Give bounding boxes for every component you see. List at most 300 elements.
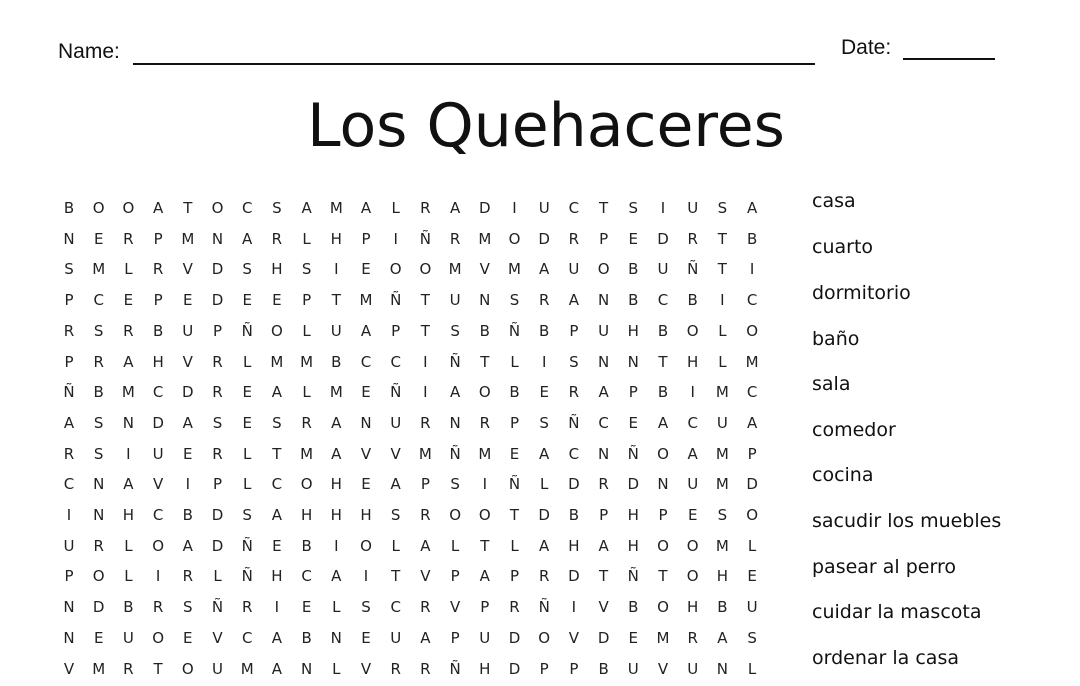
grid-letter: H: [568, 536, 580, 555]
grid-letter: V: [568, 628, 580, 647]
grid-letter: U: [687, 199, 699, 217]
grid-letter: I: [155, 567, 161, 586]
grid-letter: U: [390, 413, 402, 432]
grid-letter: D: [508, 628, 521, 647]
grid-letter: I: [126, 444, 131, 463]
grid-letter: M: [478, 229, 492, 248]
grid-letter: A: [271, 659, 283, 678]
grid-letter: Ñ: [390, 383, 402, 402]
grid-letter: H: [627, 506, 639, 524]
grid-letter: N: [657, 475, 669, 494]
grid-letter: A: [390, 475, 401, 494]
grid-letter: N: [63, 628, 75, 647]
grid-letter: M: [300, 444, 314, 463]
grid-letter: R: [212, 352, 223, 371]
grid-letter: O: [508, 229, 521, 248]
grid-letter: R: [687, 628, 698, 647]
grid-letter: Ñ: [449, 659, 461, 678]
grid-letter: E: [628, 413, 639, 432]
grid-letter: O: [478, 383, 491, 402]
grid-letter: O: [181, 659, 194, 678]
grid-letter: P: [302, 291, 312, 310]
grid-letter: I: [660, 199, 666, 217]
grid-letter: O: [657, 444, 669, 463]
grid-letter: H: [687, 598, 699, 617]
grid-letter: B: [628, 260, 639, 279]
word-list-item: ordenar la casa: [812, 647, 959, 669]
grid-letter: N: [360, 413, 372, 432]
grid-letter: L: [510, 536, 519, 555]
grid-letter: N: [716, 659, 728, 678]
grid-letter: D: [211, 536, 224, 555]
grid-letter: R: [212, 444, 223, 463]
grid-letter: L: [391, 536, 400, 555]
grid-letter: A: [568, 291, 580, 310]
word-list-item: dormitorio: [812, 282, 911, 304]
grid-letter: V: [182, 352, 193, 371]
grid-letter: C: [241, 628, 253, 647]
grid-letter: R: [63, 321, 75, 340]
grid-letter: S: [628, 199, 639, 217]
grid-letter: C: [598, 413, 609, 432]
grid-letter: A: [331, 567, 342, 586]
grid-letter: T: [509, 506, 520, 524]
word-list-item: cocina: [812, 464, 874, 486]
grid-letter: R: [420, 659, 431, 678]
grid-letter: L: [718, 352, 727, 371]
grid-letter: H: [627, 321, 639, 340]
grid-letter: V: [152, 475, 164, 494]
grid-letter: D: [568, 567, 580, 586]
grid-letter: A: [271, 506, 283, 524]
grid-letter: B: [717, 598, 728, 617]
grid-letter: T: [717, 229, 727, 248]
grid-letter: S: [183, 598, 193, 617]
grid-letter: O: [270, 321, 283, 340]
grid-letter: O: [92, 567, 105, 586]
grid-letter: C: [746, 383, 758, 402]
grid-letter: A: [331, 444, 342, 463]
grid-letter: L: [124, 536, 133, 555]
grid-letter: U: [479, 628, 491, 647]
grid-letter: B: [539, 321, 550, 340]
grid-letter: I: [512, 199, 517, 217]
grid-letter: A: [746, 413, 758, 432]
grid-letter: R: [538, 567, 550, 586]
grid-letter: R: [420, 598, 431, 617]
grid-letter: L: [302, 321, 311, 340]
grid-letter: P: [450, 567, 460, 586]
grid-letter: I: [334, 260, 339, 279]
word-list-item: sacudir los muebles: [812, 510, 1002, 532]
grid-letter: D: [597, 628, 610, 647]
grid-letter: S: [242, 260, 252, 279]
grid-letter: R: [687, 229, 698, 248]
grid-letter: B: [509, 383, 520, 402]
word-list-item: pasear al perro: [812, 556, 956, 578]
grid-letter: A: [123, 475, 134, 494]
grid-letter: R: [241, 598, 253, 617]
grid-letter: T: [391, 567, 401, 586]
grid-letter: I: [393, 229, 398, 248]
grid-letter: U: [212, 659, 223, 678]
grid-letter: M: [92, 659, 106, 678]
grid-letter: S: [450, 321, 460, 340]
grid-letter: C: [360, 352, 372, 371]
grid-letter: P: [509, 413, 520, 432]
grid-letter: B: [331, 352, 342, 371]
grid-letter: O: [686, 567, 699, 586]
grid-letter: V: [182, 260, 193, 279]
grid-letter: Ñ: [508, 475, 521, 494]
grid-letter: P: [628, 383, 638, 402]
grid-letter: H: [271, 260, 283, 279]
grid-letter: N: [63, 229, 75, 248]
grid-letter: Ñ: [687, 260, 699, 279]
grid-letter: I: [185, 475, 191, 494]
grid-letter: Ñ: [241, 536, 253, 555]
grid-letter: C: [152, 506, 164, 524]
grid-letter: I: [274, 598, 280, 617]
grid-letter: H: [627, 536, 639, 555]
grid-letter: P: [569, 321, 579, 340]
grid-letter: I: [571, 598, 577, 617]
grid-letter: S: [717, 199, 728, 217]
grid-letter: D: [627, 475, 640, 494]
grid-letter: P: [64, 352, 74, 371]
grid-letter: A: [746, 199, 758, 217]
grid-letter: B: [152, 321, 164, 340]
grid-letter: Ñ: [627, 567, 639, 586]
grid-letter: U: [627, 659, 639, 678]
grid-letter: U: [330, 321, 342, 340]
grid-letter: L: [540, 475, 549, 494]
grid-letter: R: [568, 229, 580, 248]
grid-letter: R: [212, 383, 223, 402]
grid-letter: I: [541, 352, 547, 371]
grid-letter: D: [508, 659, 521, 678]
grid-letter: D: [479, 199, 491, 217]
grid-letter: L: [510, 352, 519, 371]
grid-letter: I: [482, 475, 488, 494]
grid-letter: P: [480, 598, 490, 617]
grid-letter: O: [478, 506, 491, 524]
grid-letter: V: [360, 444, 372, 463]
grid-letter: A: [152, 199, 164, 217]
grid-letter: A: [360, 199, 372, 217]
word-list-item: cuarto: [812, 236, 874, 258]
grid-letter: S: [450, 475, 460, 494]
grid-letter: D: [538, 506, 550, 524]
grid-letter: E: [361, 475, 371, 494]
word-list-item: casa: [812, 190, 856, 212]
grid-letter: O: [686, 536, 699, 555]
grid-letter: N: [63, 598, 75, 617]
grid-letter: B: [182, 506, 193, 524]
grid-letter: A: [123, 352, 134, 371]
grid-letter: D: [211, 260, 224, 279]
grid-letter: E: [361, 383, 371, 402]
grid-letter: I: [690, 383, 695, 402]
grid-letter: O: [152, 628, 164, 647]
grid-letter: O: [449, 506, 461, 524]
grid-letter: Ñ: [568, 413, 580, 432]
grid-letter: E: [242, 383, 252, 402]
grid-letter: E: [93, 229, 104, 248]
grid-letter: H: [152, 352, 164, 371]
grid-letter: T: [480, 536, 490, 555]
grid-letter: O: [746, 321, 758, 340]
grid-letter: P: [64, 567, 74, 586]
grid-letter: Ñ: [627, 444, 639, 463]
grid-letter: H: [330, 506, 342, 524]
grid-letter: A: [717, 628, 728, 647]
grid-letter: V: [360, 659, 372, 678]
grid-letter: O: [92, 199, 105, 217]
grid-letter: M: [715, 475, 729, 494]
grid-letter: R: [93, 352, 104, 371]
grid-letter: E: [242, 413, 252, 432]
grid-letter: R: [301, 413, 312, 432]
grid-letter: R: [271, 229, 283, 248]
grid-letter: U: [598, 321, 610, 340]
grid-letter: R: [152, 260, 164, 279]
grid-letter: R: [420, 506, 431, 524]
grid-letter: E: [747, 567, 757, 586]
grid-letter: S: [212, 413, 223, 432]
grid-letter: N: [93, 475, 105, 494]
grid-letter: O: [211, 199, 224, 217]
grid-letter: Ñ: [63, 383, 75, 402]
grid-letter: S: [539, 413, 549, 432]
grid-letter: T: [599, 567, 609, 586]
grid-letter: O: [657, 536, 669, 555]
grid-letter: R: [63, 444, 75, 463]
grid-letter: D: [152, 413, 164, 432]
grid-letter: R: [420, 199, 431, 217]
grid-letter: U: [687, 659, 699, 678]
grid-letter: P: [153, 229, 163, 248]
grid-letter: P: [212, 475, 223, 494]
grid-letter: L: [124, 567, 133, 586]
grid-letter: Ñ: [449, 444, 461, 463]
grid-letter: U: [746, 598, 758, 617]
name-field-line[interactable]: [133, 63, 815, 65]
grid-letter: O: [419, 260, 432, 279]
grid-letter: I: [334, 536, 339, 555]
grid-letter: C: [390, 352, 401, 371]
grid-letter: M: [329, 199, 343, 217]
grid-letter: M: [656, 628, 670, 647]
grid-letter: Ñ: [211, 598, 224, 617]
grid-letter: M: [715, 444, 729, 463]
grid-letter: U: [449, 291, 461, 310]
grid-letter: A: [301, 199, 312, 217]
grid-letter: R: [420, 413, 431, 432]
grid-letter: C: [568, 444, 580, 463]
grid-letter: P: [747, 444, 757, 463]
grid-letter: V: [449, 598, 461, 617]
grid-letter: A: [598, 383, 609, 402]
grid-letter: A: [479, 567, 490, 586]
grid-letter: O: [538, 628, 551, 647]
grid-letter: A: [331, 413, 342, 432]
grid-letter: R: [152, 598, 164, 617]
grid-letter: S: [747, 628, 757, 647]
grid-letter: N: [211, 229, 224, 248]
grid-letter: L: [213, 567, 222, 586]
grid-letter: D: [568, 475, 580, 494]
grid-letter: R: [509, 598, 520, 617]
grid-letter: M: [745, 352, 759, 371]
grid-letter: T: [331, 291, 341, 310]
grid-letter: D: [211, 506, 224, 524]
grid-letter: C: [568, 199, 580, 217]
grid-letter: B: [598, 659, 609, 678]
grid-letter: D: [92, 598, 105, 617]
grid-letter: P: [153, 291, 163, 310]
grid-letter: P: [391, 321, 401, 340]
grid-letter: A: [539, 444, 550, 463]
grid-letter: S: [242, 506, 252, 524]
grid-letter: L: [332, 598, 341, 617]
grid-letter: P: [420, 475, 430, 494]
grid-letter: U: [63, 536, 75, 555]
grid-letter: B: [301, 536, 312, 555]
grid-letter: B: [93, 383, 104, 402]
grid-letter: M: [92, 260, 106, 279]
grid-letter: C: [746, 291, 758, 310]
grid-letter: R: [390, 659, 401, 678]
grid-letter: E: [183, 628, 193, 647]
grid-letter: L: [332, 659, 341, 678]
grid-letter: L: [243, 444, 252, 463]
grid-letter: C: [390, 598, 401, 617]
grid-letter: M: [300, 352, 314, 371]
grid-letter: B: [63, 199, 75, 217]
grid-letter: S: [64, 260, 74, 279]
grid-letter: N: [449, 413, 461, 432]
grid-letter: A: [182, 536, 193, 555]
grid-letter: M: [715, 536, 729, 555]
grid-letter: Ñ: [508, 321, 521, 340]
grid-letter: V: [420, 567, 431, 586]
grid-letter: R: [479, 413, 491, 432]
grid-letter: E: [183, 444, 193, 463]
grid-letter: E: [628, 628, 639, 647]
grid-letter: L: [747, 536, 757, 555]
grid-letter: T: [153, 659, 163, 678]
grid-letter: I: [363, 567, 369, 586]
grid-letter: A: [687, 444, 698, 463]
grid-letter: A: [449, 383, 461, 402]
grid-letter: A: [63, 413, 75, 432]
grid-letter: C: [657, 291, 669, 310]
grid-letter: S: [509, 291, 520, 310]
word-list-item: baño: [812, 328, 860, 350]
grid-letter: R: [538, 291, 550, 310]
grid-letter: U: [568, 260, 580, 279]
grid-letter: Ñ: [419, 229, 431, 248]
grid-letter: Ñ: [449, 352, 461, 371]
grid-letter: M: [359, 291, 373, 310]
grid-letter: L: [302, 383, 311, 402]
grid-letter: U: [390, 628, 402, 647]
grid-letter: V: [479, 260, 490, 279]
grid-letter: E: [628, 229, 639, 248]
page-title: Los Quehaceres: [307, 91, 785, 161]
grid-letter: D: [211, 291, 224, 310]
grid-letter: D: [657, 229, 669, 248]
grid-letter: M: [121, 383, 135, 402]
grid-letter: L: [391, 199, 400, 217]
grid-letter: L: [243, 475, 252, 494]
grid-letter: V: [657, 659, 669, 678]
grid-letter: P: [599, 506, 609, 524]
grid-letter: R: [123, 229, 134, 248]
grid-letter: A: [242, 229, 253, 248]
grid-letter: N: [627, 352, 639, 371]
grid-letter: M: [270, 352, 284, 371]
grid-letter: I: [720, 291, 725, 310]
grid-letter: H: [716, 567, 729, 586]
grid-letter: N: [300, 659, 313, 678]
grid-letter: L: [243, 352, 252, 371]
grid-letter: P: [539, 659, 549, 678]
grid-letter: C: [687, 413, 698, 432]
grid-letter: U: [182, 321, 194, 340]
grid-letter: A: [271, 628, 283, 647]
grid-letter: U: [687, 475, 699, 494]
grid-letter: O: [300, 475, 313, 494]
grid-letter: H: [300, 506, 313, 524]
word-list-item: cuidar la mascota: [812, 601, 982, 623]
grid-letter: B: [628, 598, 639, 617]
grid-letter: N: [479, 291, 491, 310]
name-label: Name:: [58, 40, 120, 63]
grid-letter: S: [390, 506, 401, 524]
grid-letter: B: [687, 291, 698, 310]
grid-letter: S: [272, 199, 282, 217]
grid-letter: H: [330, 475, 342, 494]
grid-letter: C: [63, 475, 75, 494]
grid-letter: I: [749, 260, 755, 279]
grid-letter: O: [122, 199, 135, 217]
grid-letter: C: [93, 291, 104, 310]
grid-letter: S: [272, 413, 282, 432]
grid-letter: P: [599, 229, 609, 248]
grid-letter: S: [301, 260, 312, 279]
grid-letter: H: [330, 229, 342, 248]
date-field-line[interactable]: [903, 58, 995, 60]
grid-letter: S: [93, 444, 104, 463]
grid-letter: B: [746, 229, 758, 248]
grid-letter: T: [420, 291, 430, 310]
grid-letter: P: [64, 291, 74, 310]
grid-letter: H: [687, 352, 699, 371]
grid-letter: U: [152, 444, 164, 463]
grid-letter: E: [123, 291, 134, 310]
grid-letter: U: [538, 199, 550, 217]
grid-letter: V: [390, 444, 401, 463]
grid-letter: N: [597, 352, 610, 371]
grid-letter: L: [747, 659, 757, 678]
grid-letter: N: [330, 628, 342, 647]
grid-letter: E: [301, 598, 312, 617]
grid-letter: C: [241, 199, 253, 217]
grid-letter: O: [746, 506, 758, 524]
grid-letter: Ñ: [538, 598, 550, 617]
